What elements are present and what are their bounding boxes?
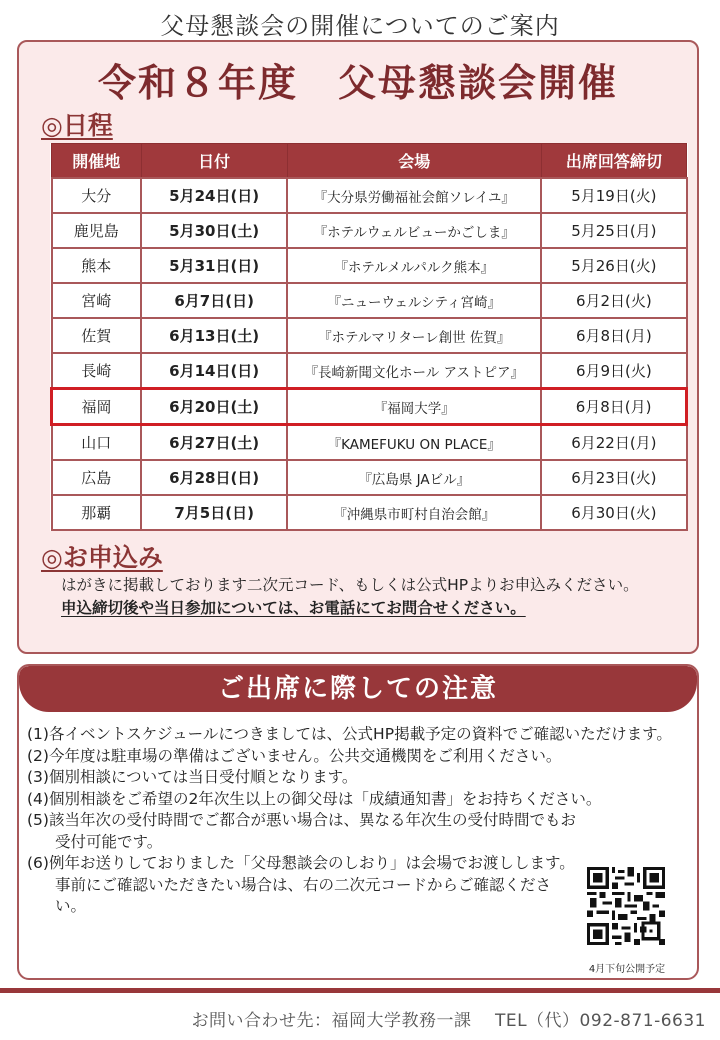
schedule-row	[52, 318, 687, 353]
notice-item-1: (1)各イベントスケジュールにつきましては、公式HP掲載予定の資料でご確認いただけます。	[27, 725, 672, 743]
cell-deadline: 6月22日(月)	[541, 425, 686, 461]
schedule-panel	[17, 40, 699, 654]
cell-date: 5月24日(日)	[141, 178, 287, 213]
cell-venue: 『福岡大学』	[287, 389, 541, 425]
schedule-row	[52, 460, 687, 495]
cell-deadline: 6月2日(火)	[541, 283, 686, 318]
schedule-row	[52, 178, 687, 213]
schedule-row	[52, 283, 687, 318]
cell-date: 5月30日(土)	[141, 213, 287, 248]
cell-place: 広島	[52, 460, 142, 495]
column-header-date: 日付	[141, 144, 287, 179]
cell-date: 6月7日(日)	[141, 283, 287, 318]
cell-date: 5月31日(日)	[141, 248, 287, 283]
cell-deadline: 6月23日(火)	[541, 460, 686, 495]
cell-venue: 『ホテルウェルビューかごしま』	[287, 213, 541, 248]
cell-place: 佐賀	[52, 318, 142, 353]
page-header: 父母懇談会の開催についてのご案内	[160, 12, 560, 40]
cell-deadline: 5月19日(火)	[541, 178, 686, 213]
cell-place: 長崎	[52, 353, 142, 389]
cell-place: 宮崎	[52, 283, 142, 318]
cell-deadline: 5月26日(火)	[541, 248, 686, 283]
schedule-row	[52, 425, 687, 461]
schedule-row	[52, 389, 687, 425]
cell-place: 福岡	[52, 389, 142, 425]
schedule-row	[52, 495, 687, 530]
qr-caption: 4月下旬公開予定	[588, 964, 666, 975]
cell-venue: 『沖縄県市町村自治会館』	[287, 495, 541, 530]
notice-title: ご出席に際しての注意	[19, 666, 697, 712]
cell-place: 鹿児島	[52, 213, 142, 248]
cell-place: 大分	[52, 178, 142, 213]
cell-venue: 『KAMEFUKU ON PLACE』	[287, 425, 541, 461]
cell-venue: 『長崎新聞文化ホール アストピア』	[287, 353, 541, 389]
footer-divider	[0, 988, 720, 993]
cell-date: 6月14日(日)	[141, 353, 287, 389]
cell-date: 7月5日(日)	[141, 495, 287, 530]
cell-venue: 『ホテルマリターレ創世 佐賀』	[287, 318, 541, 353]
column-header-venue: 会場	[287, 144, 541, 179]
cell-venue: 『大分県労働福祉会館ソレイユ』	[287, 178, 541, 213]
apply-heading: ◎お申込み	[41, 543, 163, 572]
apply-text: はがきに掲載しております二次元コード、もしくは公式HPよりお申込みください。	[61, 576, 639, 594]
notice-item-6: (6)例年お送りしておりました「父母懇談会のしおり」は会場でお渡しします。事前にご確認いただきたい場合は、右の二次元コードからご確認ください。	[27, 854, 575, 915]
cell-place: 那覇	[52, 495, 142, 530]
cell-date: 6月28日(日)	[141, 460, 287, 495]
cell-date: 6月27日(土)	[141, 425, 287, 461]
apply-note: 申込締切後や当日参加については、お電話にてお問合せください。	[61, 599, 526, 617]
cell-deadline: 6月9日(火)	[541, 353, 686, 389]
cell-date: 6月20日(土)	[141, 389, 287, 425]
cell-place: 山口	[52, 425, 142, 461]
schedule-row	[52, 353, 687, 389]
qr-code-icon	[587, 867, 665, 945]
notice-panel	[17, 664, 699, 980]
column-header-deadline: 出席回答締切	[541, 144, 686, 179]
main-title: 令和８年度 父母懇談会開催	[97, 61, 618, 105]
cell-venue: 『広島県 JAビル』	[287, 460, 541, 495]
schedule-row	[52, 248, 687, 283]
schedule-row	[52, 213, 687, 248]
schedule-header-row	[52, 144, 687, 179]
cell-date: 6月13日(土)	[141, 318, 287, 353]
notice-item-2: (2)今年度は駐車場の準備はございません。公共交通機関をご利用ください。	[27, 746, 562, 765]
schedule-heading: ◎日程	[41, 111, 113, 140]
cell-deadline: 6月8日(月)	[541, 389, 686, 425]
cell-venue: 『ホテルメルパルク熊本』	[287, 248, 541, 283]
notice-item-5: (5)該当年次の受付時間でご都合が悪い場合は、異なる年次生の受付時間でもお受付可能です。	[27, 811, 576, 851]
column-header-place: 開催地	[52, 144, 142, 179]
apply-section	[61, 574, 681, 619]
notice-item-3: (3)個別相談については当日受付順となります。	[27, 768, 358, 786]
notice-item-4: (4)個別相談をご希望の2年次生以上の御父母は「成績通知書」をお持ちください。	[27, 789, 602, 808]
schedule-table	[50, 143, 688, 531]
cell-place: 熊本	[52, 248, 142, 283]
cell-deadline: 5月25日(月)	[541, 213, 686, 248]
cell-deadline: 6月30日(火)	[541, 495, 686, 530]
cell-deadline: 6月8日(月)	[541, 318, 686, 353]
footer-contact: お問い合わせ先：福岡大学教務一課 TEL（代）092-871-6631	[191, 1011, 706, 1031]
cell-venue: 『ニューウェルシティ宮崎』	[287, 283, 541, 318]
